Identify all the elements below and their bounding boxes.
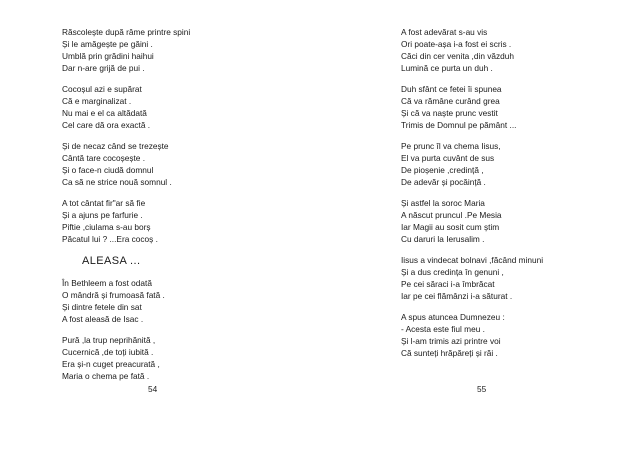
verse-line: Era și-n cuget preacurată , [62,359,160,369]
verse-line: Cel care dă ora exactă . [62,120,151,130]
right-page [319,0,638,452]
stanza [401,197,631,245]
verse-line: Pură ,la trup neprihănită , [62,335,156,345]
stanza [62,197,302,245]
verse-line: Iar pe cei flămânzi i-a săturat . [401,291,513,301]
verse-line: Pe cei săraci i-a îmbrăcat [401,279,495,289]
verse-line: Și că va naște prunc vestit [401,108,498,118]
verse-line: Și de necaz când se trezește [62,141,169,151]
stanza [62,334,302,382]
verse-line: Cucernică ,de toți iubită . [62,347,154,357]
verse-line: Duh sfânt ce fetei îi spunea [401,84,502,94]
verse-line: Piftie ,ciulama s-au borș [62,222,151,232]
verse-line: Cântă tare cocoșește . [62,153,146,163]
verse-line: O mândră și frumoasă fată . [62,290,165,300]
verse-line: Că va rămâne curând grea [401,96,500,106]
verse-line: Ori poate-așa i-a fost ei scris . [401,39,512,49]
verse-line: A spus atuncea Dumnezeu : [401,312,505,322]
verse-line: Nu mai e el ca altădată [62,108,147,118]
verse-line: A tot cântat fir"ar să fie [62,198,146,208]
verse-line: Cu daruri la Ierusalim . [401,234,485,244]
stanza [401,311,631,359]
verse-line: Căci din cer venita ,din văzduh [401,51,514,61]
verse-line: În Bethleem a fost odată [62,278,152,288]
verse-line: Și a dus credința în genuni , [401,267,504,277]
verse-line: A născut pruncul .Pe Mesia [401,210,502,220]
page-number: 55 [477,384,487,394]
verse-line: Și dintre fetele din sat [62,302,142,312]
verse-line: Și a ajuns pe farfurie . [62,210,143,220]
verse-line: El va purta cuvânt de sus [401,153,495,163]
stanza [401,26,631,74]
verse-line: Iisus a vindecat bolnavi ,făcând minuni [401,255,544,265]
verse-line: De adevăr și pocăință . [401,177,486,187]
verse-line: A fost aleasă de Isac . [62,314,144,324]
verse-line: Ca să ne strice nouă somnul . [62,177,172,187]
verse-line: Cocoșul azi e supărat [62,84,142,94]
verse-line: Că e marginalizat . [62,96,132,106]
stanza [401,254,631,302]
stanza [401,83,631,131]
stanza [62,83,302,131]
verse-line: - Acesta este fiul meu . [401,324,485,334]
verse-line: Și le amăgește pe găini . [62,39,153,49]
verse-line: Lumină ce purta un duh . [401,63,493,73]
page-number: 54 [148,384,158,394]
verse-line: De pioșenie ,credință , [401,165,484,175]
verse-line: Răscolește după râme printre spini [62,27,191,37]
verse-line: Și l-am trimis azi printre voi [401,336,501,346]
verse-line: A fost adevărat s-au vis [401,27,488,37]
verse-line: Dar n-are grijă de pui . [62,63,145,73]
poem-title: ALEASA ... [82,255,141,267]
verse-line: Umblă prin grădini haihui [62,51,154,61]
verse-line: Și o face-n ciudă domnul [62,165,154,175]
stanza [62,140,302,188]
verse-line: Iar Magii au sosit cum știm [401,222,500,232]
left-page-poem-column [62,26,302,391]
verse-line: Păcatul lui ? ...Era cocoș . [62,234,158,244]
verse-line: Că sunteți hrăpăreți și răi . [401,348,498,358]
right-page-poem-column [401,26,631,368]
verse-line: Trimis de Domnul pe pământ ... [401,120,517,130]
stanza [62,277,302,325]
stanza [62,26,302,74]
verse-line: Maria o chema pe fată . [62,371,150,381]
stanza [401,140,631,188]
verse-line: Și astfel la soroc Maria [401,198,485,208]
verse-line: Pe prunc îl va chema Iisus, [401,141,501,151]
